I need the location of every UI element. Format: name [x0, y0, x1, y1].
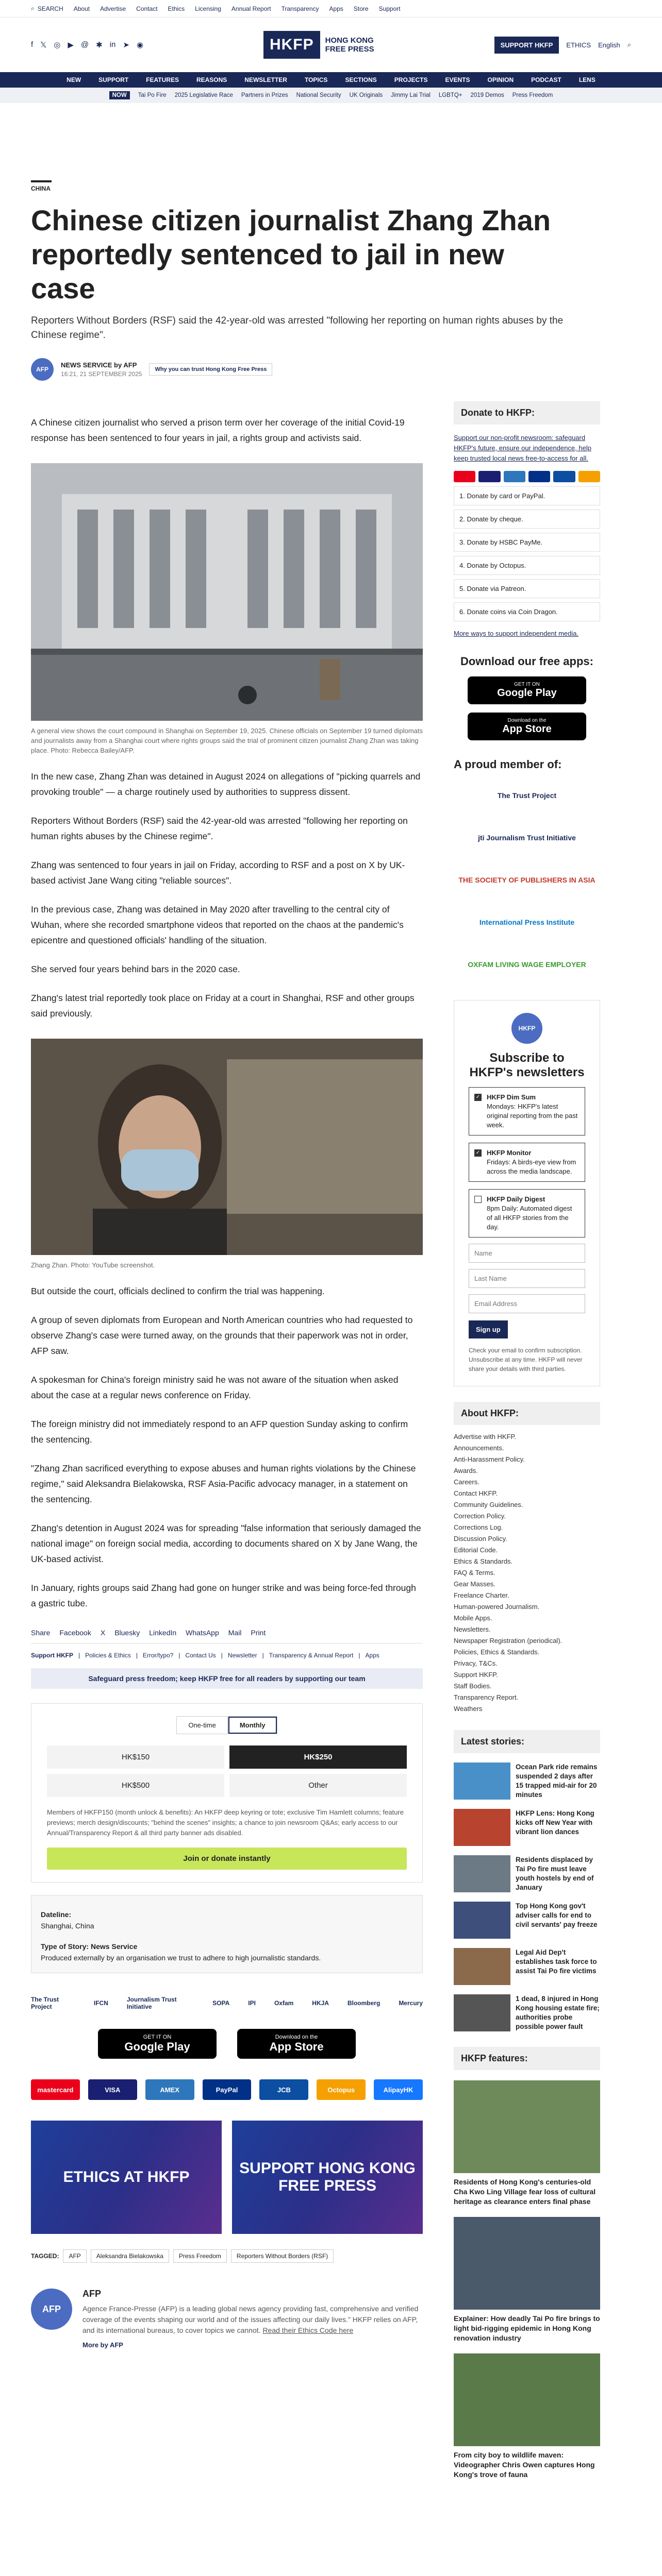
- nav-topics[interactable]: TOPICS: [304, 76, 328, 83]
- topbar-advertise[interactable]: Advertise: [100, 5, 126, 12]
- footer-link[interactable]: Policies & Ethics: [85, 1652, 131, 1659]
- trending-link[interactable]: UK Originals: [349, 92, 383, 98]
- court-building-image: [31, 463, 423, 721]
- about-link[interactable]: Advertise with HKFP.: [454, 1433, 517, 1440]
- social-links: [31, 40, 143, 49]
- feature-story[interactable]: Explainer: How deadly Tai Po fire brings to light bid-rigging epidemic in Hong Kong renovation industry: [454, 2217, 600, 2343]
- paragraph: "Zhang Zhan sacrificed everything to expose abuses and human rights violations by the Chinese regime," said Aleksandra Bielakowska, RSF Asia-Pacific advocacy manager, in a statement on the sentencing.: [31, 1463, 416, 1504]
- paragraph: A group of seven diplomats from European and North American countries who had requested to observe Zhang's case were turned away, on the grounds that their paperwork was not in order, AFP saw.: [31, 1315, 413, 1356]
- share-label: Share: [31, 1629, 51, 1637]
- jti-logo[interactable]: jti Journalism Trust Initiative: [478, 834, 576, 842]
- paragraph: But outside the court, officials declined to confirm the trial was happening.: [31, 1286, 325, 1296]
- paragraph: She served four years behind bars in the 2020 case.: [31, 964, 240, 974]
- jcb-icon: [553, 471, 575, 482]
- oxfam-logo[interactable]: OXFAM LIVING WAGE EMPLOYER: [468, 960, 586, 969]
- paragraph: In January, rights groups said Zhang had gone on hunger strike and was being force-fed through a gastric tube.: [31, 1583, 416, 1608]
- donate-option[interactable]: 1. Donate by card or PayPal.: [454, 486, 600, 505]
- tag[interactable]: Reporters Without Borders (RSF): [231, 2249, 334, 2263]
- visa-icon: VISA: [88, 2079, 137, 2100]
- visa-icon: [478, 471, 500, 482]
- trending-link[interactable]: Jimmy Lai Trial: [391, 92, 431, 98]
- bluesky-icon[interactable]: ✱: [96, 41, 103, 49]
- alipay-icon: AlipayHK: [374, 2079, 423, 2100]
- photo-caption: A general view shows the court compound in Shanghai on September 19, 2025. Chinese officials on September 19 turned diplomats and journalists away from a Shanghai court where rights groups said the trial of prominent citizen journalist Zhang Zhan was taking place. Photo: Rebecca Bailey/AFP.: [31, 727, 423, 754]
- partner-logo[interactable]: IFCN: [93, 1999, 108, 2007]
- join-donate-button[interactable]: Join or donate instantly: [47, 1848, 407, 1870]
- rss-icon[interactable]: ◉: [136, 41, 144, 49]
- article-header: [0, 180, 662, 381]
- sopa-logo[interactable]: THE SOCIETY OF PUBLISHERS IN ASIA: [458, 876, 595, 884]
- latest-heading: Latest stories:: [454, 1730, 600, 1753]
- nav-opinion[interactable]: OPINION: [487, 76, 514, 83]
- support-hkfp-button[interactable]: SUPPORT HKFP: [494, 37, 559, 54]
- donate-option[interactable]: 5. Donate via Patreon.: [454, 579, 600, 598]
- more-by-author-link[interactable]: More by AFP: [82, 2341, 123, 2349]
- story-meta: [31, 1895, 423, 1973]
- topbar-ethics[interactable]: Ethics: [168, 5, 185, 12]
- features-heading: HKFP features:: [454, 2047, 600, 2070]
- nav-reasons[interactable]: REASONS: [196, 76, 227, 83]
- feature-story[interactable]: From city boy to wildlife maven: Videographer Chris Owen captures Hong Kong's trove of fauna: [454, 2353, 600, 2480]
- tag[interactable]: Aleksandra Bielakowska: [91, 2249, 169, 2263]
- share-bluesky[interactable]: Bluesky: [114, 1629, 140, 1637]
- topbar-apps[interactable]: Apps: [329, 5, 343, 12]
- article-main: [31, 401, 423, 2480]
- topbar-store[interactable]: Store: [353, 5, 369, 12]
- app-download-row: [31, 2029, 423, 2059]
- monthly-option[interactable]: Monthly: [228, 1716, 277, 1734]
- amex-icon: [504, 471, 525, 482]
- promo-videos: [31, 2121, 423, 2234]
- partner-logo[interactable]: Bloomberg: [347, 1999, 380, 2007]
- telegram-icon[interactable]: ➤: [123, 41, 129, 49]
- donate-text: Support our non-profit newsroom: safeguard HKFP's future, ensure our independence, help keep trusted local news free-to-access for all.: [454, 434, 591, 462]
- story-thumbnail: [454, 1762, 510, 1800]
- one-time-option[interactable]: One-time: [176, 1716, 227, 1734]
- share-x[interactable]: X: [100, 1629, 106, 1637]
- paragraph: A Chinese citizen journalist who served a prison term over her coverage of the initial Covid-19 response has been sentenced to four years in jail, a rights group and activists said.: [31, 417, 405, 443]
- share-print[interactable]: Print: [251, 1629, 266, 1637]
- donate-option[interactable]: 2. Donate by cheque.: [454, 510, 600, 529]
- tag[interactable]: AFP: [63, 2249, 86, 2263]
- more-ways-link[interactable]: More ways to support independent media.: [454, 630, 579, 637]
- tier-option[interactable]: Other: [229, 1774, 407, 1797]
- language-switch[interactable]: English: [598, 41, 620, 49]
- author-avatar[interactable]: AFP: [31, 358, 54, 381]
- trust-link[interactable]: Why you can trust Hong Kong Free Press: [149, 363, 272, 376]
- partner-logo[interactable]: IPI: [248, 1999, 256, 2007]
- about-link[interactable]: Discussion Policy.: [454, 1535, 507, 1543]
- nav-new[interactable]: NEW: [67, 76, 81, 83]
- paragraph: Zhang was sentenced to four years in jail on Friday, according to RSF and a post on X by UK-based activist Jane Wang citing "reliable sources".: [31, 860, 405, 886]
- zhang-zhan-photo: [31, 1039, 423, 1255]
- about-link[interactable]: Careers.: [454, 1478, 479, 1486]
- about-link[interactable]: Weathers: [454, 1705, 483, 1713]
- article-dek: Reporters Without Borders (RSF) said the 42-year-old was arrested "following her reporting on human rights abuses by the Chinese regime".: [31, 315, 564, 341]
- google-play-button[interactable]: GET IT ON Google Play: [98, 2029, 217, 2059]
- brand-bar: [0, 18, 662, 72]
- jcb-icon: JCB: [259, 2079, 308, 2100]
- about-link[interactable]: Staff Bodies.: [454, 1682, 492, 1690]
- x-icon[interactable]: 𝕏: [40, 41, 47, 49]
- topbar-licensing[interactable]: Licensing: [195, 5, 221, 12]
- trust-project-logo[interactable]: The Trust Project: [497, 791, 557, 800]
- paragraph: In the new case, Zhang Zhan was detained in August 2024 on allegations of "picking quarrels and provoking trouble" — a charge routinely used by authorities to suppress dissent.: [31, 771, 421, 797]
- article-footer-links: Support HKFP | Policies & Ethics | Error/typo? | Contact Us | Newsletter | Transparency & Annual Report | Apps: [31, 1652, 379, 1659]
- nav-podcast[interactable]: PODCAST: [531, 76, 561, 83]
- paragraph: Reporters Without Borders (RSF) said the 42-year-old was arrested "following her reporting on human rights abuses by the Chinese regime".: [31, 816, 408, 841]
- donation-tiers: [47, 1745, 407, 1797]
- share-whatsapp[interactable]: WhatsApp: [186, 1629, 219, 1637]
- author-name[interactable]: NEWS SERVICE by AFP: [61, 361, 137, 369]
- ipi-logo[interactable]: International Press Institute: [479, 918, 575, 926]
- paypal-icon: PayPal: [203, 2079, 252, 2100]
- nav-sections[interactable]: SECTIONS: [345, 76, 377, 83]
- newsletter-heading: Subscribe to HKFP's newsletters: [469, 1051, 585, 1079]
- nav-newsletter[interactable]: NEWSLETTER: [244, 76, 287, 83]
- google-play-button[interactable]: GET IT ON Google Play: [468, 676, 586, 704]
- paragraph: Zhang's latest trial reportedly took place on Friday at a court in Shanghai, RSF and other groups said previously.: [31, 993, 415, 1019]
- topbar-annual-report[interactable]: Annual Report: [231, 5, 271, 12]
- payment-icons: [454, 471, 600, 482]
- payment-methods: [31, 2079, 423, 2100]
- about-link[interactable]: Ethics & Standards.: [454, 1557, 513, 1565]
- publish-date: 16:21, 21 SEPTEMBER 2025: [61, 370, 142, 378]
- amex-icon: AMEX: [145, 2079, 194, 2100]
- about-link[interactable]: Freelance Charter.: [454, 1591, 509, 1599]
- about-heading: About HKFP:: [454, 1402, 600, 1425]
- about-link[interactable]: Community Guidelines.: [454, 1501, 523, 1509]
- footer-link[interactable]: Transparency & Annual Report: [269, 1652, 354, 1659]
- tag[interactable]: Press Freedom: [173, 2249, 227, 2263]
- paypal-icon: [528, 471, 550, 482]
- facebook-icon[interactable]: f: [31, 40, 34, 49]
- partner-logo[interactable]: Journalism Trust Initiative: [126, 1996, 177, 2010]
- portrait-image: [31, 1039, 423, 1255]
- app-store-button[interactable]: Download on the App Store: [468, 713, 586, 740]
- about-links: [454, 1431, 600, 1715]
- support-promo-video[interactable]: SUPPORT HONG KONG FREE PRESS: [232, 2121, 423, 2234]
- about-link[interactable]: Policies, Ethics & Standards.: [454, 1648, 540, 1656]
- about-link[interactable]: Transparency Report.: [454, 1693, 519, 1701]
- story-thumbnail: [454, 1902, 510, 1939]
- story-thumbnail: [454, 1994, 510, 2031]
- nav-projects[interactable]: PROJECTS: [394, 76, 428, 83]
- trending-nav: [0, 88, 662, 103]
- story-type-heading: Type of Story: News Service: [41, 1942, 138, 1951]
- trending-link[interactable]: 2019 Demos: [470, 92, 504, 98]
- about-link[interactable]: Mobile Apps.: [454, 1614, 492, 1622]
- tier-option-selected[interactable]: HK$250: [229, 1745, 407, 1769]
- latest-story[interactable]: Top Hong Kong gov't adviser calls for end to civil servants' pay freeze: [454, 1902, 600, 1939]
- partner-logo[interactable]: Mercury: [399, 1999, 423, 2007]
- trending-link[interactable]: Partners in Prizes: [241, 92, 288, 98]
- story-type-desc: Produced externally by an organisation we trust to adhere to high journalistic standards.: [41, 1954, 321, 1962]
- article-body: [31, 415, 423, 1611]
- email-field[interactable]: Email Address: [469, 1294, 585, 1313]
- partner-logo[interactable]: HKJA: [312, 1999, 329, 2007]
- share-linkedin[interactable]: LinkedIn: [149, 1629, 177, 1637]
- about-link[interactable]: Awards.: [454, 1467, 478, 1475]
- tier-option[interactable]: HK$500: [47, 1774, 224, 1797]
- trending-link[interactable]: LGBTQ+: [438, 92, 462, 98]
- about-link[interactable]: Gear Masses.: [454, 1580, 495, 1588]
- search-link[interactable]: ⌕ SEARCH: [31, 5, 63, 12]
- paragraph: Zhang's detention in August 2024 was for spreading "false information that seriously damaged the national image" on foreign social media, according to documents shared on X by Jane Wang, the UK-based activist.: [31, 1523, 421, 1564]
- donate-option[interactable]: 3. Donate by HSBC PayMe.: [454, 533, 600, 552]
- newsletter-note: Check your email to confirm subscription. Unsubscribe at any time. HKFP will never share your details with third parties.: [469, 1347, 583, 1372]
- trending-link[interactable]: National Security: [296, 92, 341, 98]
- checkbox-icon[interactable]: ✓: [474, 1094, 482, 1101]
- about-link[interactable]: Announcements.: [454, 1444, 504, 1452]
- feature-image: [454, 2080, 600, 2173]
- latest-story[interactable]: 1 dead, 8 injured in Hong Kong housing estate fire; authorities probe possible power fault: [454, 1994, 600, 2031]
- threads-icon[interactable]: @: [80, 40, 89, 49]
- newsletter-signup: [454, 1000, 600, 1386]
- donate-heading: Donate to HKFP:: [454, 401, 600, 425]
- checkbox-icon[interactable]: ✓: [474, 1149, 482, 1157]
- octopus-icon: Octopus: [317, 2079, 366, 2100]
- about-link[interactable]: Correction Policy.: [454, 1512, 506, 1520]
- donate-option[interactable]: 4. Donate by Octopus.: [454, 556, 600, 575]
- topbar-support[interactable]: Support: [378, 5, 401, 12]
- nav-lens[interactable]: LENS: [578, 76, 595, 83]
- paragraph: The foreign ministry did not immediately respond to an AFP question Sunday asking to confirm the sentencing.: [31, 1419, 408, 1445]
- safeguard-banner[interactable]: Safeguard press freedom; keep HKFP free for all readers by supporting our team: [31, 1668, 423, 1689]
- court-photo: [31, 463, 423, 721]
- latest-story[interactable]: Ocean Park ride remains suspended 2 days after 15 trapped mid-air for 20 minutes: [454, 1762, 600, 1800]
- story-thumbnail: [454, 1948, 510, 1985]
- topbar-contact[interactable]: Contact: [136, 5, 158, 12]
- footer-link[interactable]: Error/typo?: [142, 1652, 174, 1659]
- nav-features[interactable]: FEATURES: [146, 76, 179, 83]
- mastercard-icon: mastercard: [31, 2079, 80, 2100]
- dateline-value: Shanghai, China: [41, 1922, 94, 1930]
- about-link[interactable]: FAQ & Terms.: [454, 1569, 495, 1577]
- about-link[interactable]: Newsletters.: [454, 1625, 491, 1633]
- partner-logo[interactable]: SOPA: [212, 1999, 230, 2007]
- mastercard-icon: [454, 471, 475, 482]
- partner-logos: [31, 1996, 423, 2010]
- byline: [31, 358, 631, 381]
- about-link[interactable]: Newspaper Registration (periodical).: [454, 1637, 562, 1645]
- partner-logo[interactable]: The Trust Project: [31, 1996, 59, 2010]
- topbar-about[interactable]: About: [73, 5, 90, 12]
- main-nav: [0, 72, 662, 88]
- story-thumbnail: [454, 1855, 510, 1892]
- article-title: Chinese citizen journalist Zhang Zhan reportedly sentenced to jail in new case: [31, 204, 551, 304]
- share-bar: [31, 1629, 423, 1643]
- about-link[interactable]: Human-powered Journalism.: [454, 1603, 540, 1611]
- signup-button[interactable]: Sign up: [469, 1320, 508, 1338]
- footer-link[interactable]: Support HKFP: [31, 1652, 73, 1659]
- tags-row: [31, 2249, 423, 2263]
- hkfp-avatar: HKFP: [511, 1013, 542, 1044]
- dateline-heading: Dateline:: [41, 1910, 72, 1919]
- app-store-button[interactable]: Download on the App Store: [237, 2029, 356, 2059]
- content-wrap: [0, 401, 662, 2480]
- donation-widget: [31, 1703, 423, 1883]
- now-badge: NOW: [109, 91, 130, 99]
- photo-caption: Zhang Zhan. Photo: YouTube screenshot.: [31, 1261, 155, 1269]
- story-thumbnail: [454, 1809, 510, 1846]
- share-facebook[interactable]: Facebook: [59, 1629, 91, 1637]
- about-link[interactable]: Anti-Harassment Policy.: [454, 1455, 525, 1463]
- latest-story[interactable]: Legal Aid Dep't establishes task force to assist Tai Po fire victims: [454, 1948, 600, 1985]
- donate-option[interactable]: 6. Donate coins via Coin Dragon.: [454, 602, 600, 621]
- footer-link[interactable]: Apps: [365, 1652, 379, 1659]
- member-heading: A proud member of:: [454, 758, 562, 771]
- youtube-icon[interactable]: ▶: [68, 41, 74, 49]
- footer-link[interactable]: Contact Us: [185, 1652, 216, 1659]
- feature-image: [454, 2217, 600, 2310]
- linkedin-icon[interactable]: in: [109, 40, 116, 49]
- author-avatar[interactable]: AFP: [31, 2289, 72, 2330]
- feature-story[interactable]: Residents of Hong Kong's centuries-old Cha Kwo Ling Village fear loss of cultural heritage as clearance enters final phase: [454, 2080, 600, 2207]
- newsletter-option[interactable]: ✓ HKFP Monitor Fridays: A birds-eye view from across the media landscape.: [469, 1143, 585, 1182]
- paragraph: In the previous case, Zhang was detained in May 2020 after travelling to the central city of Wuhan, where she recorded smartphone videos that reported on the chaos at the pandemic's epicentre and questioned officials' handling of the situation.: [31, 904, 404, 945]
- ethics-link[interactable]: ETHICS: [566, 41, 591, 49]
- author-box: [31, 2289, 423, 2349]
- category-kicker[interactable]: CHINA: [31, 180, 52, 192]
- about-link[interactable]: Privacy, T&Cs.: [454, 1659, 498, 1667]
- search-icon[interactable]: ⌕: [627, 41, 631, 48]
- topbar-transparency[interactable]: Transparency: [281, 5, 319, 12]
- instagram-icon[interactable]: ◎: [54, 41, 61, 49]
- partner-logo[interactable]: Oxfam: [274, 1999, 294, 2007]
- about-link[interactable]: Contact HKFP.: [454, 1489, 498, 1497]
- octopus-icon: [578, 471, 600, 482]
- hkfp-logo[interactable]: HKFP HONG KONG FREE PRESS: [263, 28, 374, 61]
- feature-image: [454, 2353, 600, 2446]
- trending-link[interactable]: Press Freedom: [512, 92, 553, 98]
- share-mail[interactable]: Mail: [228, 1629, 242, 1637]
- footer-link[interactable]: Newsletter: [227, 1652, 257, 1659]
- newsletter-option[interactable]: HKFP Daily Digest 8pm Daily: Automated digest of all HKFP stories from the day.: [469, 1189, 585, 1238]
- tags-label: TAGGED:: [31, 2252, 59, 2260]
- apps-heading: Download our free apps:: [460, 655, 593, 668]
- author-bio: Agence France-Presse (AFP) is a leading global news agency providing fast, comprehensive and verified coverage of the events shaping our world and of the issues affecting our daily lives." HKFP relies on AFP, and its international bureaus, to cover topics we cannot. Read their Ethics Code here: [82, 2304, 419, 2334]
- about-link[interactable]: Editorial Code.: [454, 1546, 498, 1554]
- ethics-code-link[interactable]: Read their Ethics Code here: [262, 2326, 354, 2334]
- nav-support[interactable]: SUPPORT: [98, 76, 129, 83]
- nav-events[interactable]: EVENTS: [445, 76, 470, 83]
- latest-story[interactable]: HKFP Lens: Hong Kong kicks off New Year with vibrant lion dances: [454, 1809, 600, 1846]
- trending-link[interactable]: 2025 Legislative Race: [174, 92, 233, 98]
- search-icon: ⌕: [31, 5, 35, 12]
- author-name[interactable]: AFP: [82, 2289, 101, 2299]
- about-link[interactable]: Support HKFP.: [454, 1671, 498, 1679]
- sidebar: [454, 401, 600, 2480]
- frequency-toggle: [47, 1716, 407, 1734]
- latest-story[interactable]: Residents displaced by Tai Po fire must leave youth hostels by end of January: [454, 1855, 600, 1892]
- ethics-promo-video[interactable]: ETHICS AT HKFP: [31, 2121, 222, 2234]
- last-name-field[interactable]: Last Name: [469, 1269, 585, 1288]
- paragraph: A spokesman for China's foreign ministry said he was not aware of the situation when asked about the case at a regular news conference on Friday.: [31, 1375, 399, 1400]
- tier-option[interactable]: HK$150: [47, 1745, 224, 1769]
- trending-link[interactable]: Tai Po Fire: [138, 92, 167, 98]
- checkbox-icon[interactable]: [474, 1196, 482, 1203]
- newsletter-option[interactable]: ✓ HKFP Dim Sum Mondays: HKFP's latest original reporting from the past week.: [469, 1087, 585, 1136]
- first-name-field[interactable]: Name: [469, 1244, 585, 1263]
- about-link[interactable]: Corrections Log.: [454, 1523, 503, 1531]
- brand-actions: [494, 37, 631, 54]
- membership-benefits: Members of HKFP150 (month unlock & benefits): An HKFP deep keyring or tote; exclusive Tim Hamlett columns; feature previews; merch design/discounts; "behind the scenes" insights; a chance to join newsroom Q&As; early access to our Annual/Transparency Report & all third party banner ads disabled.: [47, 1808, 404, 1837]
- top-utility-bar: [0, 0, 662, 18]
